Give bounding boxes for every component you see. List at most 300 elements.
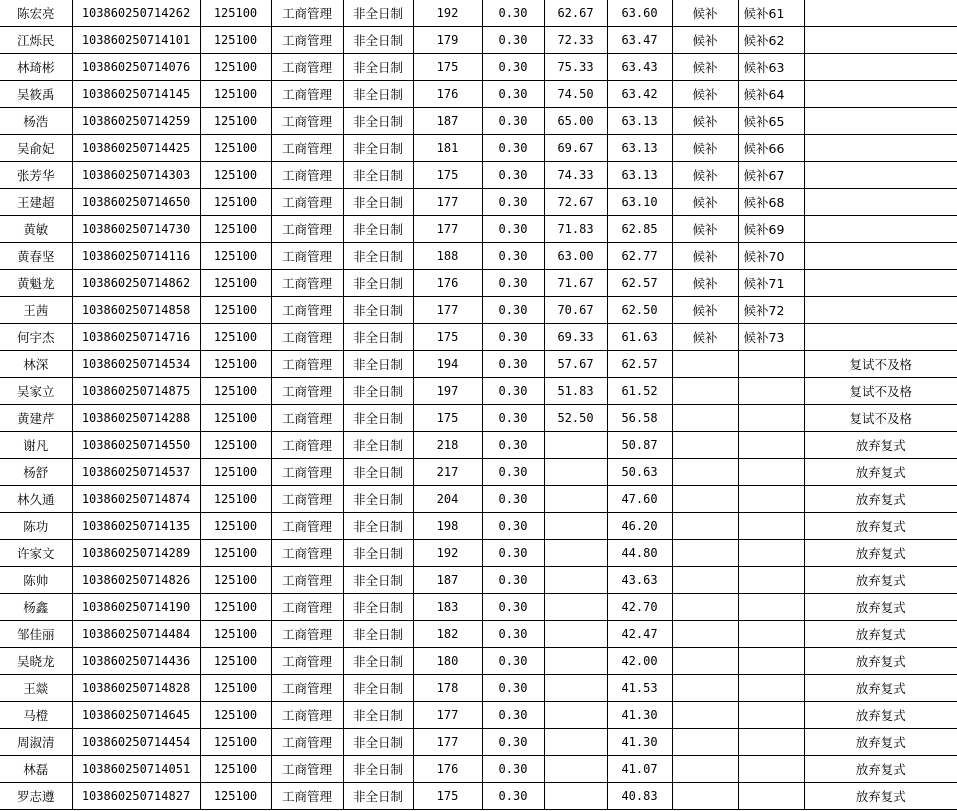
cell-name: 何宇杰 [0, 324, 72, 351]
table-row [0, 648, 957, 675]
table-row [0, 189, 957, 216]
table-row [0, 135, 957, 162]
cell-remark [804, 270, 957, 297]
cell-major-code: 125100 [200, 243, 271, 270]
table-row [0, 162, 957, 189]
cell-name: 林深 [0, 351, 72, 378]
cell-initial-score: 194 [413, 351, 482, 378]
cell-retest-score: 69.33 [544, 324, 607, 351]
cell-waitlist-rank: 候补65 [738, 108, 804, 135]
cell-retest-score: 74.50 [544, 81, 607, 108]
cell-status: 候补 [672, 189, 738, 216]
cell-major-code: 125100 [200, 135, 271, 162]
cell-study-mode: 非全日制 [343, 567, 413, 594]
cell-major-name: 工商管理 [271, 567, 343, 594]
cell-waitlist-rank: 候补64 [738, 81, 804, 108]
cell-major-name: 工商管理 [271, 162, 343, 189]
cell-retest-score [544, 621, 607, 648]
cell-exam-id: 103860250714454 [72, 729, 200, 756]
cell-name: 吴晓龙 [0, 648, 72, 675]
cell-waitlist-rank [738, 756, 804, 783]
cell-waitlist-rank: 候补70 [738, 243, 804, 270]
cell-major-code: 125100 [200, 621, 271, 648]
cell-weight: 0.30 [482, 81, 544, 108]
cell-retest-score: 74.33 [544, 162, 607, 189]
cell-status [672, 513, 738, 540]
cell-status [672, 648, 738, 675]
cell-initial-score: 177 [413, 297, 482, 324]
cell-status: 候补 [672, 27, 738, 54]
cell-total-score: 41.53 [607, 675, 672, 702]
cell-remark [804, 243, 957, 270]
cell-waitlist-rank [738, 351, 804, 378]
cell-major-name: 工商管理 [271, 486, 343, 513]
cell-status [672, 351, 738, 378]
cell-retest-score: 63.00 [544, 243, 607, 270]
cell-weight: 0.30 [482, 540, 544, 567]
cell-name: 王燚 [0, 675, 72, 702]
cell-waitlist-rank: 候补66 [738, 135, 804, 162]
cell-retest-score: 72.67 [544, 189, 607, 216]
cell-retest-score: 70.67 [544, 297, 607, 324]
cell-initial-score: 188 [413, 243, 482, 270]
cell-major-name: 工商管理 [271, 351, 343, 378]
cell-waitlist-rank [738, 783, 804, 810]
cell-total-score: 41.30 [607, 702, 672, 729]
cell-waitlist-rank [738, 621, 804, 648]
cell-total-score: 50.87 [607, 432, 672, 459]
cell-status [672, 432, 738, 459]
table-row [0, 783, 957, 810]
table-row [0, 27, 957, 54]
cell-name: 林琦彬 [0, 54, 72, 81]
cell-exam-id: 103860250714288 [72, 405, 200, 432]
cell-status: 候补 [672, 162, 738, 189]
cell-exam-id: 103860250714289 [72, 540, 200, 567]
cell-status: 候补 [672, 81, 738, 108]
cell-status [672, 675, 738, 702]
cell-study-mode: 非全日制 [343, 243, 413, 270]
cell-major-code: 125100 [200, 162, 271, 189]
cell-retest-score: 52.50 [544, 405, 607, 432]
cell-initial-score: 175 [413, 54, 482, 81]
cell-study-mode: 非全日制 [343, 297, 413, 324]
cell-remark: 放弃复式 [804, 540, 957, 567]
cell-name: 黄魁龙 [0, 270, 72, 297]
cell-major-name: 工商管理 [271, 432, 343, 459]
cell-name: 马橙 [0, 702, 72, 729]
cell-status [672, 378, 738, 405]
cell-waitlist-rank [738, 729, 804, 756]
cell-total-score: 47.60 [607, 486, 672, 513]
cell-status: 候补 [672, 243, 738, 270]
cell-remark [804, 81, 957, 108]
cell-major-name: 工商管理 [271, 0, 343, 27]
cell-retest-score [544, 513, 607, 540]
cell-remark: 复试不及格 [804, 405, 957, 432]
cell-major-name: 工商管理 [271, 270, 343, 297]
cell-retest-score [544, 783, 607, 810]
cell-status [672, 540, 738, 567]
cell-major-name: 工商管理 [271, 243, 343, 270]
cell-initial-score: 180 [413, 648, 482, 675]
cell-major-name: 工商管理 [271, 675, 343, 702]
cell-major-code: 125100 [200, 324, 271, 351]
cell-total-score: 62.50 [607, 297, 672, 324]
cell-initial-score: 183 [413, 594, 482, 621]
table-row [0, 567, 957, 594]
cell-remark: 放弃复式 [804, 756, 957, 783]
cell-initial-score: 178 [413, 675, 482, 702]
cell-name: 杨鑫 [0, 594, 72, 621]
cell-name: 陈帅 [0, 567, 72, 594]
cell-weight: 0.30 [482, 351, 544, 378]
cell-name: 黄敏 [0, 216, 72, 243]
cell-waitlist-rank [738, 513, 804, 540]
cell-waitlist-rank: 候补61 [738, 0, 804, 27]
cell-study-mode: 非全日制 [343, 27, 413, 54]
cell-weight: 0.30 [482, 54, 544, 81]
cell-retest-score: 57.67 [544, 351, 607, 378]
table-row [0, 486, 957, 513]
table-row [0, 513, 957, 540]
cell-remark [804, 216, 957, 243]
cell-major-code: 125100 [200, 189, 271, 216]
cell-weight: 0.30 [482, 405, 544, 432]
cell-remark [804, 297, 957, 324]
cell-retest-score [544, 702, 607, 729]
cell-name: 邹佳丽 [0, 621, 72, 648]
cell-exam-id: 103860250714425 [72, 135, 200, 162]
table-row [0, 0, 957, 27]
cell-status: 候补 [672, 270, 738, 297]
cell-total-score: 63.60 [607, 0, 672, 27]
cell-study-mode: 非全日制 [343, 729, 413, 756]
cell-retest-score: 71.83 [544, 216, 607, 243]
cell-status [672, 729, 738, 756]
cell-status [672, 567, 738, 594]
cell-exam-id: 103860250714145 [72, 81, 200, 108]
cell-initial-score: 179 [413, 27, 482, 54]
cell-initial-score: 181 [413, 135, 482, 162]
cell-study-mode: 非全日制 [343, 756, 413, 783]
cell-weight: 0.30 [482, 621, 544, 648]
cell-initial-score: 187 [413, 108, 482, 135]
table-row [0, 621, 957, 648]
cell-initial-score: 177 [413, 216, 482, 243]
cell-major-name: 工商管理 [271, 27, 343, 54]
cell-initial-score: 187 [413, 567, 482, 594]
cell-exam-id: 103860250714858 [72, 297, 200, 324]
cell-weight: 0.30 [482, 486, 544, 513]
cell-weight: 0.30 [482, 675, 544, 702]
cell-exam-id: 103860250714436 [72, 648, 200, 675]
cell-study-mode: 非全日制 [343, 783, 413, 810]
cell-name: 王茜 [0, 297, 72, 324]
cell-study-mode: 非全日制 [343, 540, 413, 567]
cell-status [672, 783, 738, 810]
cell-major-code: 125100 [200, 27, 271, 54]
cell-major-code: 125100 [200, 216, 271, 243]
cell-study-mode: 非全日制 [343, 54, 413, 81]
cell-initial-score: 176 [413, 270, 482, 297]
cell-total-score: 42.47 [607, 621, 672, 648]
cell-total-score: 62.77 [607, 243, 672, 270]
table-row [0, 729, 957, 756]
cell-weight: 0.30 [482, 567, 544, 594]
cell-study-mode: 非全日制 [343, 108, 413, 135]
table-row [0, 54, 957, 81]
cell-initial-score: 175 [413, 162, 482, 189]
cell-weight: 0.30 [482, 297, 544, 324]
cell-total-score: 56.58 [607, 405, 672, 432]
table-row [0, 756, 957, 783]
cell-study-mode: 非全日制 [343, 405, 413, 432]
cell-initial-score: 182 [413, 621, 482, 648]
cell-study-mode: 非全日制 [343, 486, 413, 513]
cell-status: 候补 [672, 216, 738, 243]
cell-initial-score: 176 [413, 81, 482, 108]
cell-initial-score: 177 [413, 702, 482, 729]
cell-name: 谢凡 [0, 432, 72, 459]
cell-remark [804, 27, 957, 54]
cell-weight: 0.30 [482, 783, 544, 810]
cell-waitlist-rank: 候补71 [738, 270, 804, 297]
cell-initial-score: 175 [413, 783, 482, 810]
cell-total-score: 41.07 [607, 756, 672, 783]
cell-weight: 0.30 [482, 702, 544, 729]
cell-major-code: 125100 [200, 513, 271, 540]
cell-weight: 0.30 [482, 324, 544, 351]
cell-retest-score [544, 486, 607, 513]
cell-waitlist-rank [738, 675, 804, 702]
table-row [0, 297, 957, 324]
cell-study-mode: 非全日制 [343, 324, 413, 351]
cell-remark [804, 324, 957, 351]
cell-name: 王建超 [0, 189, 72, 216]
cell-major-code: 125100 [200, 270, 271, 297]
cell-major-code: 125100 [200, 594, 271, 621]
cell-exam-id: 103860250714259 [72, 108, 200, 135]
cell-waitlist-rank [738, 648, 804, 675]
cell-waitlist-rank [738, 378, 804, 405]
cell-study-mode: 非全日制 [343, 513, 413, 540]
cell-status: 候补 [672, 324, 738, 351]
cell-major-name: 工商管理 [271, 324, 343, 351]
cell-major-name: 工商管理 [271, 378, 343, 405]
table-row [0, 243, 957, 270]
cell-name: 陈宏亮 [0, 0, 72, 27]
cell-exam-id: 103860250714828 [72, 675, 200, 702]
cell-major-name: 工商管理 [271, 621, 343, 648]
cell-initial-score: 218 [413, 432, 482, 459]
cell-major-code: 125100 [200, 675, 271, 702]
cell-remark: 放弃复式 [804, 432, 957, 459]
cell-name: 吴俞妃 [0, 135, 72, 162]
cell-major-name: 工商管理 [271, 648, 343, 675]
cell-remark [804, 54, 957, 81]
cell-total-score: 63.13 [607, 162, 672, 189]
cell-major-code: 125100 [200, 405, 271, 432]
cell-waitlist-rank [738, 459, 804, 486]
cell-exam-id: 103860250714262 [72, 0, 200, 27]
cell-name: 许家文 [0, 540, 72, 567]
cell-total-score: 61.52 [607, 378, 672, 405]
cell-waitlist-rank [738, 594, 804, 621]
cell-name: 周淑清 [0, 729, 72, 756]
cell-exam-id: 103860250714135 [72, 513, 200, 540]
cell-name: 杨浩 [0, 108, 72, 135]
cell-weight: 0.30 [482, 0, 544, 27]
cell-remark: 放弃复式 [804, 486, 957, 513]
cell-study-mode: 非全日制 [343, 702, 413, 729]
cell-major-code: 125100 [200, 108, 271, 135]
cell-remark: 放弃复式 [804, 621, 957, 648]
cell-status [672, 702, 738, 729]
cell-exam-id: 103860250714116 [72, 243, 200, 270]
cell-remark: 放弃复式 [804, 513, 957, 540]
cell-major-code: 125100 [200, 567, 271, 594]
cell-remark [804, 0, 957, 27]
cell-major-code: 125100 [200, 756, 271, 783]
cell-study-mode: 非全日制 [343, 81, 413, 108]
cell-study-mode: 非全日制 [343, 216, 413, 243]
cell-initial-score: 192 [413, 540, 482, 567]
cell-exam-id: 103860250714484 [72, 621, 200, 648]
cell-initial-score: 198 [413, 513, 482, 540]
table-row [0, 378, 957, 405]
cell-major-code: 125100 [200, 486, 271, 513]
table-row [0, 405, 957, 432]
table-row [0, 270, 957, 297]
table-row [0, 675, 957, 702]
table-row [0, 324, 957, 351]
cell-weight: 0.30 [482, 270, 544, 297]
cell-major-code: 125100 [200, 81, 271, 108]
cell-total-score: 63.47 [607, 27, 672, 54]
cell-major-name: 工商管理 [271, 297, 343, 324]
cell-study-mode: 非全日制 [343, 594, 413, 621]
cell-exam-id: 103860250714076 [72, 54, 200, 81]
cell-exam-id: 103860250714550 [72, 432, 200, 459]
cell-name: 江烁民 [0, 27, 72, 54]
cell-total-score: 63.10 [607, 189, 672, 216]
cell-initial-score: 204 [413, 486, 482, 513]
cell-initial-score: 177 [413, 729, 482, 756]
cell-remark: 放弃复式 [804, 675, 957, 702]
cell-initial-score: 217 [413, 459, 482, 486]
cell-major-code: 125100 [200, 648, 271, 675]
cell-initial-score: 175 [413, 405, 482, 432]
cell-status: 候补 [672, 135, 738, 162]
cell-initial-score: 197 [413, 378, 482, 405]
cell-waitlist-rank [738, 540, 804, 567]
cell-retest-score: 71.67 [544, 270, 607, 297]
cell-total-score: 50.63 [607, 459, 672, 486]
cell-weight: 0.30 [482, 108, 544, 135]
cell-study-mode: 非全日制 [343, 351, 413, 378]
cell-weight: 0.30 [482, 594, 544, 621]
cell-major-code: 125100 [200, 729, 271, 756]
cell-major-code: 125100 [200, 378, 271, 405]
cell-major-name: 工商管理 [271, 108, 343, 135]
cell-exam-id: 103860250714716 [72, 324, 200, 351]
cell-major-name: 工商管理 [271, 135, 343, 162]
cell-major-code: 125100 [200, 432, 271, 459]
cell-initial-score: 175 [413, 324, 482, 351]
cell-retest-score: 62.67 [544, 0, 607, 27]
cell-retest-score [544, 756, 607, 783]
cell-remark: 放弃复式 [804, 567, 957, 594]
cell-remark: 放弃复式 [804, 702, 957, 729]
cell-status: 候补 [672, 54, 738, 81]
cell-waitlist-rank [738, 486, 804, 513]
table-row [0, 108, 957, 135]
cell-retest-score [544, 432, 607, 459]
cell-waitlist-rank: 候补67 [738, 162, 804, 189]
cell-initial-score: 177 [413, 189, 482, 216]
cell-total-score: 62.57 [607, 270, 672, 297]
table-row [0, 351, 957, 378]
cell-weight: 0.30 [482, 513, 544, 540]
cell-waitlist-rank [738, 702, 804, 729]
cell-major-name: 工商管理 [271, 594, 343, 621]
cell-major-name: 工商管理 [271, 540, 343, 567]
cell-waitlist-rank: 候补62 [738, 27, 804, 54]
cell-total-score: 63.43 [607, 54, 672, 81]
cell-total-score: 44.80 [607, 540, 672, 567]
cell-exam-id: 103860250714862 [72, 270, 200, 297]
cell-weight: 0.30 [482, 135, 544, 162]
cell-status [672, 459, 738, 486]
table-row [0, 81, 957, 108]
cell-major-name: 工商管理 [271, 783, 343, 810]
cell-major-code: 125100 [200, 783, 271, 810]
cell-total-score: 63.13 [607, 108, 672, 135]
cell-status: 候补 [672, 297, 738, 324]
cell-major-name: 工商管理 [271, 729, 343, 756]
cell-waitlist-rank [738, 405, 804, 432]
cell-exam-id: 103860250714827 [72, 783, 200, 810]
cell-remark: 放弃复式 [804, 459, 957, 486]
cell-weight: 0.30 [482, 648, 544, 675]
cell-study-mode: 非全日制 [343, 675, 413, 702]
cell-retest-score: 51.83 [544, 378, 607, 405]
cell-major-name: 工商管理 [271, 405, 343, 432]
cell-remark [804, 189, 957, 216]
table-row [0, 594, 957, 621]
cell-waitlist-rank [738, 432, 804, 459]
cell-retest-score: 69.67 [544, 135, 607, 162]
cell-total-score: 42.00 [607, 648, 672, 675]
cell-major-name: 工商管理 [271, 189, 343, 216]
cell-name: 陈功 [0, 513, 72, 540]
cell-status [672, 486, 738, 513]
cell-study-mode: 非全日制 [343, 459, 413, 486]
cell-major-name: 工商管理 [271, 81, 343, 108]
cell-weight: 0.30 [482, 756, 544, 783]
cell-major-code: 125100 [200, 297, 271, 324]
cell-waitlist-rank: 候补72 [738, 297, 804, 324]
cell-exam-id: 103860250714826 [72, 567, 200, 594]
cell-total-score: 41.30 [607, 729, 672, 756]
cell-exam-id: 103860250714101 [72, 27, 200, 54]
cell-exam-id: 103860250714645 [72, 702, 200, 729]
cell-major-name: 工商管理 [271, 756, 343, 783]
cell-major-name: 工商管理 [271, 216, 343, 243]
cell-remark [804, 162, 957, 189]
cell-exam-id: 103860250714537 [72, 459, 200, 486]
